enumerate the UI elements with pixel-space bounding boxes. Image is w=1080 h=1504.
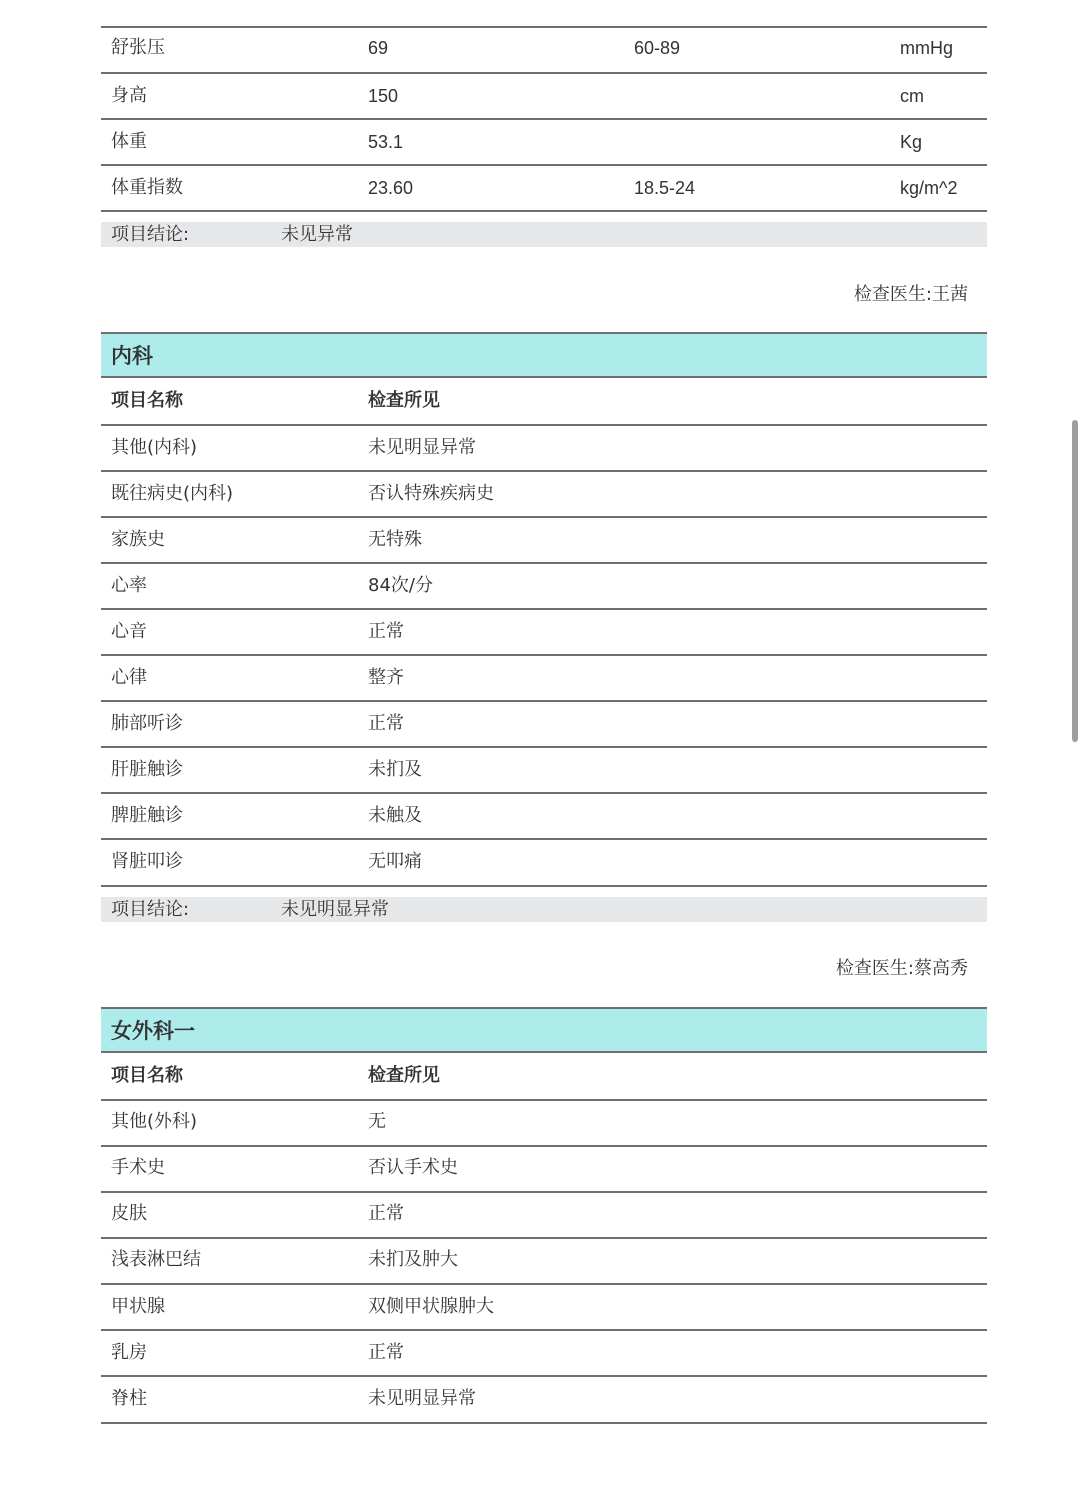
section-header-internal: [101, 332, 987, 378]
table-divider: [101, 1283, 987, 1285]
conclusion-label: 项目结论:: [111, 899, 190, 920]
item-name: 皮肤: [111, 1203, 147, 1224]
table-divider: [101, 1329, 987, 1331]
section-title: 女外科一: [111, 1019, 195, 1043]
item-name: 肝脏触诊: [111, 759, 183, 780]
table-divider: [101, 1099, 987, 1101]
table-divider: [101, 885, 987, 887]
item-name: 其他(内科): [111, 437, 198, 458]
vertical-scrollbar[interactable]: [1072, 420, 1078, 742]
table-divider: [101, 1145, 987, 1147]
item-name: 肾脏叩诊: [111, 851, 183, 872]
table-divider: [101, 470, 987, 472]
item-name: 其他(外科): [111, 1111, 198, 1132]
item-finding: 整齐: [368, 667, 404, 688]
item-name: 既往病史(内科): [111, 483, 234, 504]
table-divider: [101, 516, 987, 518]
item-name: 心率: [111, 575, 147, 596]
table-divider: [101, 1237, 987, 1239]
table-divider: [101, 746, 987, 748]
column-header-item-name: 项目名称: [111, 1065, 183, 1086]
vital-unit: kg/m^2: [900, 178, 958, 198]
item-finding: 否认特殊疾病史: [368, 483, 494, 504]
column-header-finding: 检查所见: [368, 390, 440, 411]
conclusion-bar: [101, 222, 987, 247]
item-name: 手术史: [111, 1157, 165, 1178]
item-finding: 84次/分: [368, 575, 433, 596]
table-divider: [101, 1375, 987, 1377]
item-name: 脾脏触诊: [111, 805, 183, 826]
item-finding: 无特殊: [368, 529, 422, 550]
item-name: 甲状腺: [111, 1296, 165, 1317]
item-name: 乳房: [111, 1342, 147, 1363]
conclusion-label: 项目结论:: [111, 224, 190, 245]
item-name: 浅表淋巴结: [111, 1249, 201, 1270]
item-name: 心律: [111, 667, 147, 688]
table-divider: [101, 1422, 987, 1424]
item-finding: 正常: [368, 1203, 404, 1224]
vital-unit: cm: [900, 86, 924, 106]
item-finding: 双侧甲状腺肿大: [368, 1296, 494, 1317]
table-divider: [101, 72, 987, 74]
conclusion-bar: [101, 897, 987, 922]
item-name: 心音: [111, 621, 147, 642]
item-finding: 未见明显异常: [368, 1388, 476, 1409]
conclusion-value: 未见明显异常: [281, 899, 389, 920]
column-header-item-name: 项目名称: [111, 390, 183, 411]
doctor-signature: 检查医生:王茜: [853, 284, 968, 305]
conclusion-value: 未见异常: [281, 224, 353, 245]
vital-unit: Kg: [900, 132, 923, 152]
table-divider: [101, 608, 987, 610]
section-header-female-surgery: [101, 1007, 987, 1053]
vital-value: 69: [368, 38, 389, 58]
vital-name: 身高: [111, 85, 147, 106]
table-divider: [101, 654, 987, 656]
table-divider: [101, 26, 987, 28]
item-finding: 未见明显异常: [368, 437, 476, 458]
vital-value: 53.1: [368, 132, 404, 152]
item-finding: 无: [368, 1111, 386, 1132]
item-finding: 无叩痛: [368, 851, 422, 872]
table-divider: [101, 210, 987, 212]
table-divider: [101, 118, 987, 120]
item-finding: 正常: [368, 621, 404, 642]
vital-range: 60-89: [634, 38, 681, 58]
item-name: 家族史: [111, 529, 165, 550]
item-finding: 未触及: [368, 805, 422, 826]
vital-unit: mmHg: [900, 38, 953, 58]
table-divider: [101, 1191, 987, 1193]
column-header-finding: 检查所见: [368, 1065, 440, 1086]
vital-value: 23.60: [368, 178, 414, 198]
item-finding: 正常: [368, 1342, 404, 1363]
vital-range: 18.5-24: [634, 178, 696, 198]
item-finding: 未扪及: [368, 759, 422, 780]
item-name: 肺部听诊: [111, 713, 183, 734]
section-title: 内科: [111, 344, 153, 368]
table-divider: [101, 164, 987, 166]
vital-name: 体重指数: [111, 177, 183, 198]
vital-name: 体重: [111, 131, 147, 152]
vital-value: 150: [368, 86, 399, 106]
doctor-signature: 检查医生:蔡高秀: [835, 958, 968, 979]
table-divider: [101, 424, 987, 426]
table-divider: [101, 838, 987, 840]
vital-name: 舒张压: [111, 37, 165, 58]
table-divider: [101, 700, 987, 702]
table-divider: [101, 792, 987, 794]
item-finding: 否认手术史: [368, 1157, 458, 1178]
item-finding: 未扪及肿大: [368, 1249, 458, 1270]
item-finding: 正常: [368, 713, 404, 734]
table-divider: [101, 562, 987, 564]
item-name: 脊柱: [111, 1388, 147, 1409]
